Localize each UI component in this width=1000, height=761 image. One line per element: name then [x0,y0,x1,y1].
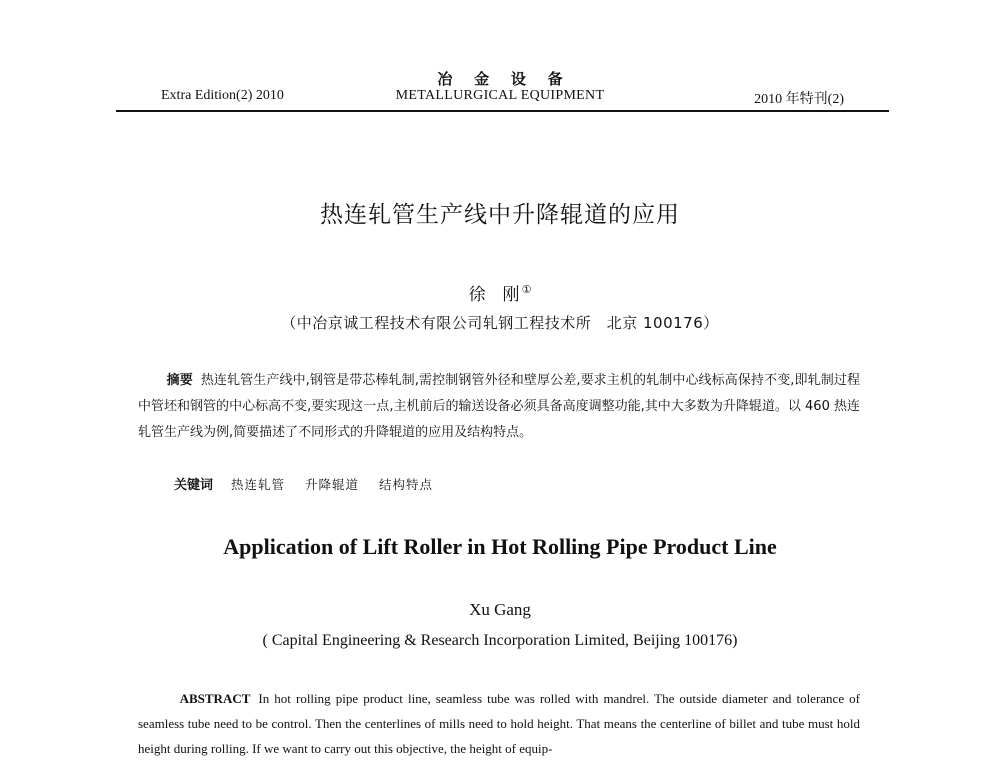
keywords-cn [174,474,449,493]
abstract-en [138,686,860,761]
running-header-journal [0,72,1000,104]
abstract-text-cn: 热连轧管生产线中,钢管是带芯棒轧制,需控制钢管外径和壁厚公差,要求主机的轧制中心线标高保持不变,即轧制过程中管坯和钢管的中心标高不变,要实现这一点,主机前后的输送设备必须具备高度调整功能,其中大多数为升降辊道。以 460 热连轧管生产线为例,简要描述了不同形式的升降辊道的应用及结构特点。 [138,373,860,440]
author-en: Xu Gang [469,600,531,619]
paper-title-cn: 热连轧管生产线中升降辊道的应用 [320,202,680,228]
header-divider [116,110,889,112]
running-header-issue: 2010 年特刊(2) [754,92,844,107]
keyword-item: 热连轧管 [231,477,286,492]
abstract-text-en: In hot rolling pipe product line, seamless tube was rolled with mandrel. The outside diameter and tolerance of seamless tube need to be control. Then the centerlines of mills need to hold height. That means the centerline of billet and tube must hold height during rolling. If we want to carry out this objective, the height of equip- [138,691,860,756]
keyword-item: 结构特点 [379,477,434,492]
abstract-label-cn: 摘要 [166,373,193,388]
journal-name-cn: 冶 金 设 备 [437,72,572,88]
keywords-label-cn: 关键词 [174,478,214,493]
author-footnote-mark: ① [521,283,532,297]
author-name-cn: 徐 刚 [468,285,520,305]
paper-title-en: Application of Lift Roller in Hot Rolling Pipe Product Line [223,534,777,559]
journal-name-en: METALLURGICAL EQUIPMENT [395,88,605,103]
abstract-label-en: ABSTRACT [179,691,251,706]
affiliation-cn: （中冶京诚工程技术有限公司轧钢工程技术所 北京 100176） [281,314,719,332]
affiliation-en: ( Capital Engineering & Research Incorporation Limited, Beijing 100176) [262,632,738,649]
running-header-edition: Extra Edition(2) 2010 [161,88,284,103]
abstract-cn [138,368,860,446]
keyword-item: 升降辊道 [305,477,360,492]
author-cn [0,280,1000,305]
